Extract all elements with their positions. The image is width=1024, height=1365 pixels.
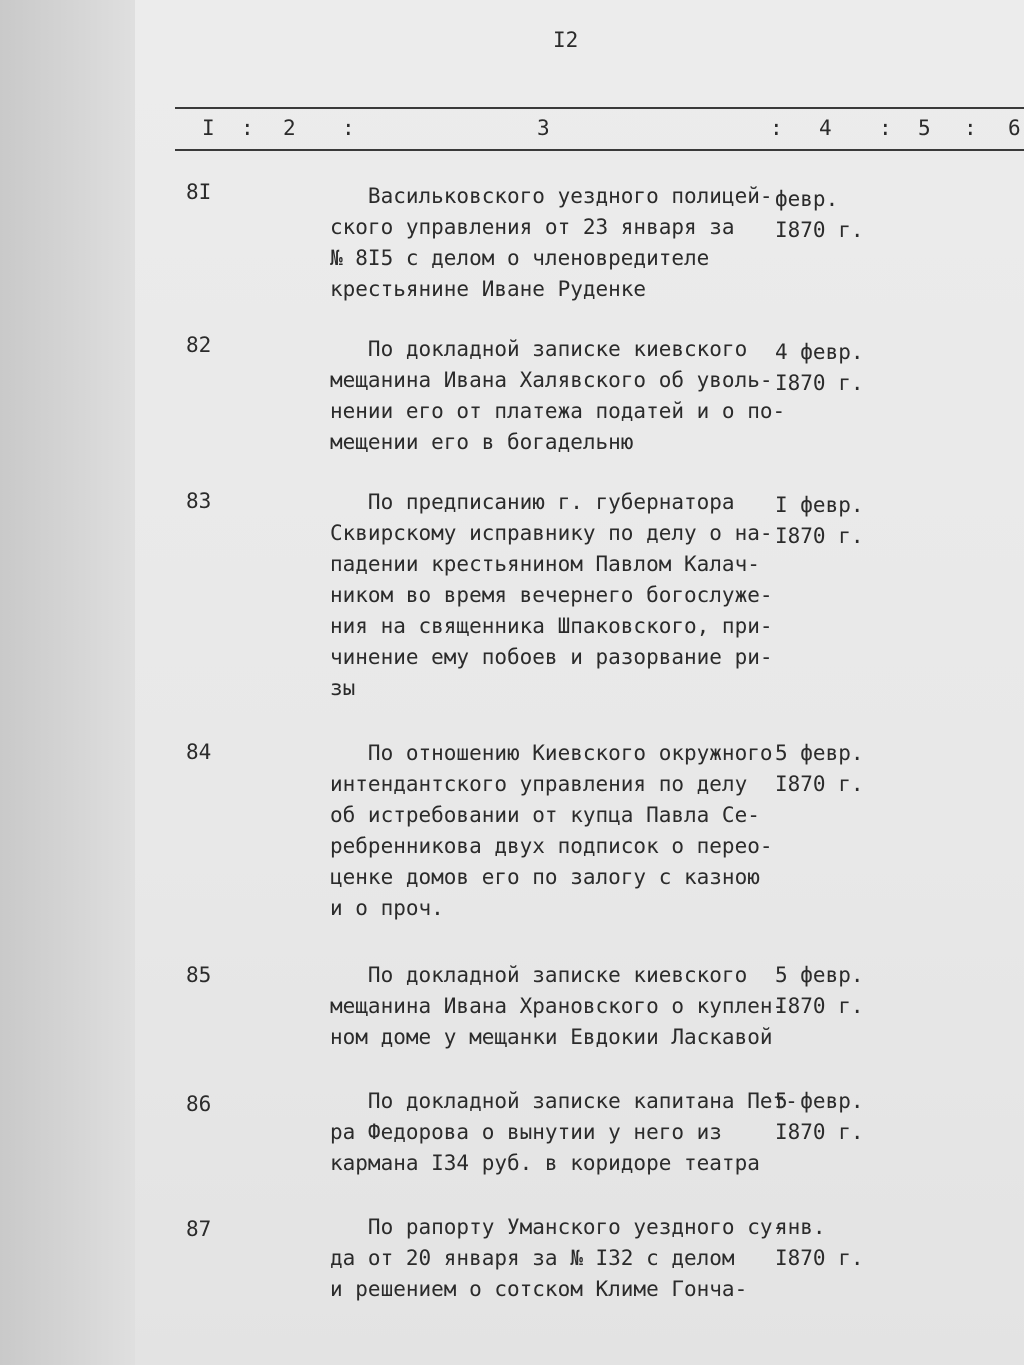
entry-date-line: I870 г. bbox=[775, 1120, 864, 1144]
entry-date bbox=[775, 1212, 895, 1274]
entry-text-line: ценке домов его по залогу с казною bbox=[330, 865, 760, 889]
entry-text-line: и о проч. bbox=[330, 896, 444, 920]
entry-number: 84 bbox=[186, 740, 212, 764]
entry-date-line: I870 г. bbox=[775, 218, 864, 242]
entry-text-line: По докладной записке киевского bbox=[330, 963, 748, 987]
entry-text-line: кармана I34 руб. в коридоре театра bbox=[330, 1151, 760, 1175]
entry-date bbox=[775, 490, 895, 552]
entry-text-line: мещанина Ивана Храновского о куплен- bbox=[330, 994, 786, 1018]
entry-text-line: По докладной записке киевского bbox=[330, 337, 748, 361]
entry-text-line: ном доме у мещанки Евдокии Ласкавой bbox=[330, 1025, 773, 1049]
entry-description bbox=[330, 960, 785, 1053]
entry-text-line: По рапорту Уманского уездного су- bbox=[330, 1215, 786, 1239]
column-header-1: I bbox=[202, 116, 215, 140]
column-separator: : bbox=[342, 116, 355, 140]
entry-date-line: 5 февр. bbox=[775, 741, 864, 765]
entry-description bbox=[330, 334, 785, 458]
column-header-2: 2 bbox=[283, 116, 296, 140]
entry-description bbox=[330, 1086, 798, 1179]
entry-date bbox=[775, 960, 895, 1022]
column-separator: : bbox=[770, 116, 783, 140]
column-header-4: 4 bbox=[819, 116, 832, 140]
entry-date bbox=[775, 1086, 895, 1148]
entry-text-line: ником во время вечернего богослуже- bbox=[330, 583, 773, 607]
entry-number: 82 bbox=[186, 333, 212, 357]
entry-text-line: мещанина Ивана Халявского об уволь- bbox=[330, 368, 773, 392]
entry-description bbox=[330, 738, 785, 924]
entry-date-line: I870 г. bbox=[775, 772, 864, 796]
entry-date-line: 5 февр. bbox=[775, 963, 864, 987]
column-header-5: 5 bbox=[918, 116, 931, 140]
entry-text-line: мещении его в богадельню bbox=[330, 430, 634, 454]
column-header-6: 6 bbox=[1008, 116, 1021, 140]
entry-number: 85 bbox=[186, 963, 212, 987]
entry-date-line: I870 г. bbox=[775, 371, 864, 395]
entry-date-line: I февр. bbox=[775, 493, 864, 517]
entry-date bbox=[775, 738, 895, 800]
column-separator: : bbox=[879, 116, 892, 140]
entry-date-line: 4 февр. bbox=[775, 340, 864, 364]
entry-text-line: ского управления от 23 января за bbox=[330, 215, 735, 239]
entry-text-line: зы bbox=[330, 676, 356, 700]
header-rule-bottom bbox=[175, 149, 1024, 151]
page-number: I2 bbox=[553, 28, 579, 52]
entry-text-line: По отношению Киевского окружного bbox=[330, 741, 773, 765]
entry-date-line: февр. bbox=[775, 187, 839, 211]
entry-date-line: 5 февр. bbox=[775, 1089, 864, 1113]
entry-text-line: Васильковского уездного полицей- bbox=[330, 184, 773, 208]
entry-description bbox=[330, 1212, 785, 1305]
entry-date-line: янв. bbox=[775, 1215, 826, 1239]
entry-date bbox=[775, 184, 895, 246]
entry-text-line: Сквирскому исправнику по делу о на- bbox=[330, 521, 773, 545]
entry-text-line: да от 20 января за № I32 с делом bbox=[330, 1246, 735, 1270]
entry-text-line: чинение ему побоев и разорвание ри- bbox=[330, 645, 773, 669]
entry-text-line: об истребовании от купца Павла Се- bbox=[330, 803, 760, 827]
entry-text-line: интендантского управления по делу bbox=[330, 772, 748, 796]
entry-text-line: По докладной записке капитана Пет- bbox=[330, 1089, 798, 1113]
entry-date-line: I870 г. bbox=[775, 524, 864, 548]
entry-number: 86 bbox=[186, 1092, 212, 1116]
entry-number: 87 bbox=[186, 1217, 212, 1241]
column-separator: : bbox=[964, 116, 977, 140]
facing-page-edge bbox=[0, 0, 150, 1365]
entry-number: 83 bbox=[186, 489, 212, 513]
entry-description bbox=[330, 181, 785, 305]
entry-text-line: ребренникова двух подписок о перео- bbox=[330, 834, 773, 858]
entry-text-line: нении его от платежа податей и о по- bbox=[330, 399, 786, 423]
entry-text-line: ра Федорова о вынутии у него из bbox=[330, 1120, 722, 1144]
entry-text-line: По предписанию г. губернатора bbox=[330, 490, 735, 514]
entry-text-line: № 8I5 с делом о членовредителе bbox=[330, 246, 710, 270]
entry-date-line: I870 г. bbox=[775, 1246, 864, 1270]
entry-date bbox=[775, 337, 895, 399]
entry-text-line: падении крестьянином Павлом Калач- bbox=[330, 552, 760, 576]
column-header-3: 3 bbox=[537, 116, 550, 140]
entry-text-line: и решением о сотском Климе Гонча- bbox=[330, 1277, 748, 1301]
entry-number: 8I bbox=[186, 180, 212, 204]
entry-description bbox=[330, 487, 785, 704]
entry-text-line: ния на священника Шпаковского, при- bbox=[330, 614, 773, 638]
entry-text-line: крестьянине Иване Руденке bbox=[330, 277, 647, 301]
entry-date-line: I870 г. bbox=[775, 994, 864, 1018]
header-rule-top bbox=[175, 107, 1024, 109]
column-separator: : bbox=[241, 116, 254, 140]
